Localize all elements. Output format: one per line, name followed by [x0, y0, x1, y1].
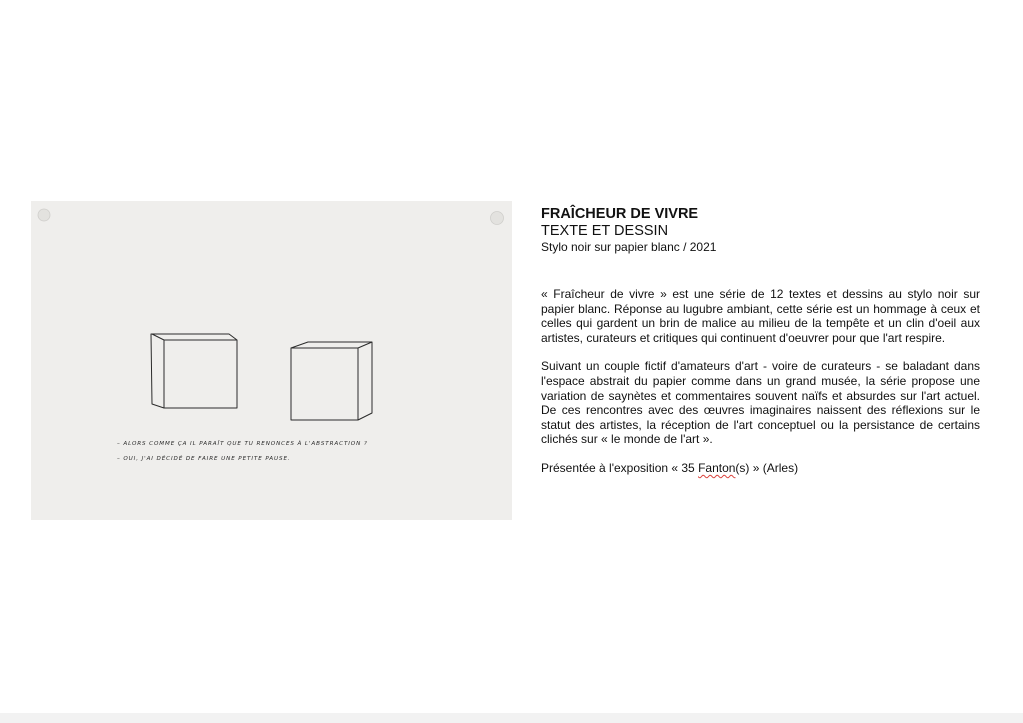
page-bottom-edge	[0, 713, 1023, 723]
pin-hole-left-icon	[38, 209, 50, 221]
drawing-caption-line-2: – OUI, J'AI DÉCIDÉ DE FAIRE UNE PETITE PAUSE.	[117, 456, 291, 462]
work-subtitle: TEXTE ET DESSIN	[541, 223, 669, 239]
description-paragraph-2: Suivant un couple fictif d'amateurs d'art - voire de curateurs - se baladant dans l'espace abstrait du papier comme dans un grand musée, la série propose une variation de saynètes et commentaires souvent naïfs et absurdes sur l'art actuel. De ces rencontres avec des œuvres imaginaires naissent des réflexions sur le statut des artistes, la réception de l'art conceptuel ou la persistance de certains clichés sur « le monde de l'art ».	[541, 359, 980, 447]
left-box-drawing	[151, 334, 237, 408]
pin-hole-right-icon	[491, 212, 504, 225]
spellcheck-word: Fanton	[698, 460, 736, 475]
exhibition-prefix: Présentée à l'exposition « 35	[541, 460, 699, 475]
drawing-caption-line-1: – ALORS COMME ÇA IL PARAÎT QUE TU RENONCES À L'ABSTRACTION ?	[117, 441, 368, 447]
artwork-image	[31, 201, 512, 520]
description-paragraph-1: « Fraîcheur de vivre » est une série de 12 textes et dessins au stylo noir sur papier blanc. Réponse au lugubre ambiant, cette série est un hommage à ceux et celles qui gardent un brin de malice au milieu de la tempête et un clin d'oeil aux artistes, curateurs et critiques qui continuent d'oeuvrer pour que l'art respire.	[541, 287, 980, 345]
exhibition-suffix: (s) » (Arles)	[735, 460, 799, 475]
right-box-drawing	[291, 342, 372, 420]
description-block	[541, 205, 980, 476]
work-medium: Stylo noir sur papier blanc / 2021	[541, 240, 717, 254]
work-title: FRAÎCHEUR DE VIVRE	[541, 206, 699, 222]
exhibition-line	[541, 461, 980, 476]
drawing-illustration	[31, 201, 512, 520]
